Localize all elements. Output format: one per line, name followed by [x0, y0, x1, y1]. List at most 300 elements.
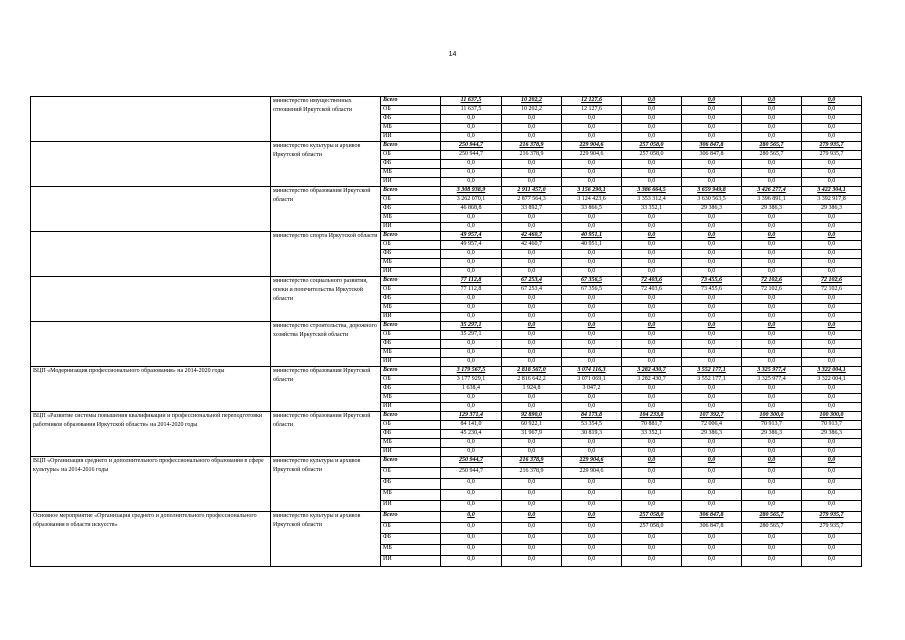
amount-cell: 0,0 — [802, 268, 862, 277]
amount-cell: 0,0 — [802, 340, 862, 349]
amount-cell: 0,0 — [502, 545, 562, 556]
amount-cell: 0,0 — [622, 313, 682, 322]
amount-cell: 100 300,0 — [742, 412, 802, 421]
amount-cell: 45 230,4 — [441, 430, 502, 439]
amount-cell: 257 058,0 — [622, 512, 682, 523]
amount-cell: 0,0 — [682, 295, 742, 304]
amount-cell: 0,0 — [502, 340, 562, 349]
table-row — [31, 187, 862, 196]
amount-cell: 129 371,4 — [441, 412, 502, 421]
amount-cell: 0,0 — [622, 468, 682, 479]
amount-cell: 0,0 — [622, 394, 682, 403]
amount-cell: 0,0 — [742, 214, 802, 223]
amount-cell: 280 565,7 — [742, 151, 802, 160]
amount-cell: 0,0 — [562, 534, 622, 545]
amount-cell: 257 058,0 — [622, 523, 682, 534]
responsible-executor-cell: министерство строительства, дорожного хозяйства Иркутской области — [271, 322, 381, 367]
amount-cell: 0,0 — [742, 106, 802, 115]
amount-cell: 0,0 — [622, 556, 682, 567]
amount-cell: 0,0 — [502, 304, 562, 313]
table-row — [31, 367, 862, 376]
amount-cell: 0,0 — [562, 331, 622, 340]
amount-cell: 0,0 — [441, 160, 502, 169]
amount-cell: 0,0 — [502, 439, 562, 448]
table-row — [31, 322, 862, 331]
amount-cell: 0,0 — [742, 457, 802, 468]
amount-cell: 0,0 — [502, 160, 562, 169]
amount-cell: 0,0 — [562, 268, 622, 277]
funding-source-cell: ФБ — [381, 534, 441, 545]
amount-cell: 0,0 — [441, 304, 502, 313]
funding-source-cell: Всего — [381, 97, 441, 106]
amount-cell: 0,0 — [562, 160, 622, 169]
amount-cell: 0,0 — [622, 340, 682, 349]
amount-cell: 0,0 — [562, 556, 622, 567]
table-row — [31, 97, 862, 106]
amount-cell: 0,0 — [622, 501, 682, 512]
amount-cell: 2 818 567,0 — [502, 367, 562, 376]
funding-source-cell: ОБ — [381, 106, 441, 115]
amount-cell: 0,0 — [682, 169, 742, 178]
amount-cell: 72 102,6 — [802, 286, 862, 295]
amount-cell: 0,0 — [562, 349, 622, 358]
amount-cell: 0,0 — [682, 115, 742, 124]
amount-cell: 107 392,7 — [682, 412, 742, 421]
amount-cell: 3 422 304,1 — [802, 187, 862, 196]
amount-cell: 250 944,7 — [441, 457, 502, 468]
amount-cell: 0,0 — [562, 214, 622, 223]
funding-source-cell: МБ — [381, 394, 441, 403]
amount-cell: 0,0 — [622, 223, 682, 232]
amount-cell: 0,0 — [622, 106, 682, 115]
amount-cell: 2 911 457,0 — [502, 187, 562, 196]
amount-cell: 0,0 — [622, 214, 682, 223]
amount-cell: 0,0 — [742, 133, 802, 142]
amount-cell: 0,0 — [622, 322, 682, 331]
funding-source-cell: ОБ — [381, 468, 441, 479]
amount-cell: 0,0 — [622, 304, 682, 313]
amount-cell: 0,0 — [562, 394, 622, 403]
funding-source-cell: ФБ — [381, 479, 441, 490]
amount-cell: 77 112,8 — [441, 277, 502, 286]
amount-cell: 0,0 — [682, 304, 742, 313]
responsible-executor-cell: министерство образования Иркутской области — [271, 412, 381, 457]
amount-cell: 0,0 — [441, 479, 502, 490]
amount-cell: 0,0 — [502, 534, 562, 545]
amount-cell: 0,0 — [562, 304, 622, 313]
amount-cell: 0,0 — [682, 457, 742, 468]
amount-cell: 31 967,9 — [502, 430, 562, 439]
amount-cell: 0,0 — [742, 534, 802, 545]
funding-source-cell: МБ — [381, 545, 441, 556]
amount-cell: 0,0 — [802, 304, 862, 313]
amount-cell: 0,0 — [502, 214, 562, 223]
amount-cell: 257 058,0 — [622, 151, 682, 160]
amount-cell: 280 565,7 — [742, 523, 802, 534]
amount-cell: 0,0 — [562, 403, 622, 412]
amount-cell: 0,0 — [742, 403, 802, 412]
table-row — [31, 142, 862, 151]
funding-source-cell: Всего — [381, 512, 441, 523]
amount-cell: 0,0 — [622, 448, 682, 457]
amount-cell: 0,0 — [441, 523, 502, 534]
funding-source-cell: ОБ — [381, 196, 441, 205]
program-name-cell: ВЦП «Развитие системы повышения квалификации и профессиональной переподготовки работников образования Иркутской области» на 2014-2020 годы — [31, 412, 271, 457]
amount-cell: 0,0 — [441, 259, 502, 268]
amount-cell: 0,0 — [682, 313, 742, 322]
amount-cell: 12 127,6 — [562, 97, 622, 106]
amount-cell: 35 297,1 — [441, 331, 502, 340]
amount-cell: 0,0 — [682, 545, 742, 556]
amount-cell: 46 868,8 — [441, 205, 502, 214]
amount-cell: 0,0 — [742, 490, 802, 501]
amount-cell: 250 944,7 — [441, 468, 502, 479]
amount-cell: 0,0 — [742, 340, 802, 349]
amount-cell: 0,0 — [502, 556, 562, 567]
amount-cell: 250 944,7 — [441, 151, 502, 160]
amount-cell: 0,0 — [441, 439, 502, 448]
amount-cell: 0,0 — [742, 439, 802, 448]
amount-cell: 3 282 430,7 — [622, 367, 682, 376]
program-name-cell — [31, 187, 271, 232]
amount-cell: 306 847,8 — [682, 523, 742, 534]
amount-cell: 60 922,1 — [502, 421, 562, 430]
responsible-executor-cell: министерство спорта Иркутской области — [271, 232, 381, 277]
amount-cell: 0,0 — [742, 448, 802, 457]
funding-source-cell: ОБ — [381, 523, 441, 534]
amount-cell: 49 957,4 — [441, 232, 502, 241]
amount-cell: 0,0 — [802, 232, 862, 241]
amount-cell: 3 282 430,7 — [622, 376, 682, 385]
funding-source-cell: Всего — [381, 187, 441, 196]
amount-cell: 33 352,1 — [622, 430, 682, 439]
amount-cell: 1 638,4 — [441, 385, 502, 394]
amount-cell: 92 890,0 — [502, 412, 562, 421]
funding-source-cell: Всего — [381, 457, 441, 468]
amount-cell: 0,0 — [742, 394, 802, 403]
amount-cell: 0,0 — [562, 115, 622, 124]
amount-cell: 67 253,4 — [502, 277, 562, 286]
amount-cell: 104 233,8 — [622, 412, 682, 421]
amount-cell: 0,0 — [682, 259, 742, 268]
funding-source-cell: ОБ — [381, 376, 441, 385]
amount-cell: 0,0 — [622, 124, 682, 133]
amount-cell: 279 935,7 — [802, 512, 862, 523]
amount-cell: 0,0 — [682, 394, 742, 403]
amount-cell: 84 141,0 — [441, 421, 502, 430]
amount-cell: 0,0 — [441, 223, 502, 232]
amount-cell: 0,0 — [622, 331, 682, 340]
amount-cell: 3 386 664,5 — [622, 187, 682, 196]
amount-cell: 0,0 — [622, 403, 682, 412]
amount-cell: 10 202,2 — [502, 106, 562, 115]
amount-cell: 11 637,5 — [441, 106, 502, 115]
amount-cell: 0,0 — [802, 490, 862, 501]
amount-cell: 0,0 — [622, 457, 682, 468]
amount-cell: 0,0 — [682, 223, 742, 232]
amount-cell: 0,0 — [742, 223, 802, 232]
amount-cell: 72 102,6 — [742, 286, 802, 295]
amount-cell: 29 386,3 — [742, 430, 802, 439]
amount-cell: 0,0 — [562, 340, 622, 349]
amount-cell: 67 253,4 — [502, 286, 562, 295]
amount-cell: 2 816 642,2 — [502, 376, 562, 385]
amount-cell: 0,0 — [562, 295, 622, 304]
amount-cell: 0,0 — [502, 523, 562, 534]
amount-cell: 0,0 — [742, 556, 802, 567]
funding-source-cell: ФБ — [381, 295, 441, 304]
amount-cell: 3 179 567,5 — [441, 367, 502, 376]
amount-cell: 0,0 — [502, 322, 562, 331]
amount-cell: 0,0 — [622, 133, 682, 142]
amount-cell: 0,0 — [502, 479, 562, 490]
amount-cell: 0,0 — [441, 534, 502, 545]
amount-cell: 70 913,7 — [802, 421, 862, 430]
amount-cell: 0,0 — [502, 259, 562, 268]
amount-cell: 0,0 — [742, 178, 802, 187]
amount-cell: 0,0 — [742, 169, 802, 178]
amount-cell: 0,0 — [441, 313, 502, 322]
amount-cell: 0,0 — [622, 97, 682, 106]
amount-cell: 29 386,3 — [802, 430, 862, 439]
amount-cell: 33 866,5 — [562, 205, 622, 214]
funding-table — [30, 96, 862, 567]
amount-cell: 0,0 — [682, 232, 742, 241]
amount-cell: 0,0 — [682, 358, 742, 367]
amount-cell: 0,0 — [441, 501, 502, 512]
amount-cell: 40 951,1 — [562, 232, 622, 241]
responsible-executor-cell: министерство культуры и архивов Иркутской области — [271, 457, 381, 512]
amount-cell: 72 403,6 — [622, 286, 682, 295]
amount-cell: 0,0 — [742, 259, 802, 268]
amount-cell: 0,0 — [502, 448, 562, 457]
amount-cell: 72 006,4 — [682, 421, 742, 430]
program-name-cell — [31, 277, 271, 322]
amount-cell: 229 904,6 — [562, 457, 622, 468]
funding-source-cell: ИИ — [381, 268, 441, 277]
amount-cell: 216 378,9 — [502, 468, 562, 479]
amount-cell: 40 951,1 — [562, 241, 622, 250]
funding-source-cell: ИИ — [381, 358, 441, 367]
amount-cell: 0,0 — [502, 313, 562, 322]
amount-cell: 0,0 — [562, 313, 622, 322]
amount-cell: 3 392 917,8 — [802, 196, 862, 205]
funding-source-cell: Всего — [381, 322, 441, 331]
amount-cell: 0,0 — [502, 169, 562, 178]
amount-cell: 3 325 977,4 — [742, 376, 802, 385]
amount-cell: 11 637,5 — [441, 97, 502, 106]
amount-cell: 0,0 — [622, 349, 682, 358]
funding-source-cell: ОБ — [381, 151, 441, 160]
amount-cell: 229 904,6 — [562, 151, 622, 160]
amount-cell: 0,0 — [802, 501, 862, 512]
amount-cell: 229 904,6 — [562, 468, 622, 479]
amount-cell: 3 426 277,4 — [742, 187, 802, 196]
amount-cell: 0,0 — [682, 385, 742, 394]
amount-cell: 0,0 — [441, 448, 502, 457]
funding-source-cell: Всего — [381, 142, 441, 151]
amount-cell: 3 325 977,4 — [742, 367, 802, 376]
amount-cell: 0,0 — [441, 115, 502, 124]
amount-cell: 3 308 938,9 — [441, 187, 502, 196]
amount-cell: 306 847,8 — [682, 142, 742, 151]
amount-cell: 3 047,2 — [562, 385, 622, 394]
amount-cell: 3 353 312,4 — [622, 196, 682, 205]
funding-source-cell: ФБ — [381, 250, 441, 259]
amount-cell: 0,0 — [742, 268, 802, 277]
amount-cell: 0,0 — [742, 358, 802, 367]
funding-source-cell: МБ — [381, 169, 441, 178]
amount-cell: 0,0 — [802, 313, 862, 322]
amount-cell: 3 071 069,1 — [562, 376, 622, 385]
amount-cell: 0,0 — [622, 169, 682, 178]
amount-cell: 216 378,9 — [502, 151, 562, 160]
amount-cell: 0,0 — [682, 106, 742, 115]
amount-cell: 0,0 — [802, 160, 862, 169]
amount-cell: 0,0 — [622, 259, 682, 268]
amount-cell: 0,0 — [802, 479, 862, 490]
funding-source-cell: ИИ — [381, 448, 441, 457]
amount-cell: 0,0 — [562, 479, 622, 490]
responsible-executor-cell: министерство имущественных отношений Иркутской области — [271, 97, 381, 142]
amount-cell: 0,0 — [562, 501, 622, 512]
amount-cell: 0,0 — [802, 322, 862, 331]
amount-cell: 0,0 — [502, 512, 562, 523]
amount-cell: 84 173,8 — [562, 412, 622, 421]
funding-source-cell: МБ — [381, 439, 441, 448]
amount-cell: 0,0 — [682, 501, 742, 512]
amount-cell: 3 262 070,1 — [441, 196, 502, 205]
program-name-cell — [31, 232, 271, 277]
amount-cell: 0,0 — [802, 259, 862, 268]
amount-cell: 0,0 — [622, 115, 682, 124]
amount-cell: 0,0 — [622, 479, 682, 490]
amount-cell: 0,0 — [562, 223, 622, 232]
amount-cell: 0,0 — [802, 97, 862, 106]
funding-source-cell: МБ — [381, 259, 441, 268]
amount-cell: 0,0 — [441, 133, 502, 142]
funding-source-cell: ОБ — [381, 331, 441, 340]
amount-cell: 0,0 — [562, 259, 622, 268]
amount-cell: 0,0 — [682, 340, 742, 349]
amount-cell: 0,0 — [622, 385, 682, 394]
program-name-cell: ВЦП «Организация среднего и дополнительного профессионального образования в сфере культуры» на 2014-2016 годы — [31, 457, 271, 512]
funding-source-cell: ИИ — [381, 133, 441, 142]
amount-cell: 0,0 — [682, 214, 742, 223]
responsible-executor-cell: министерство культуры и архивов Иркутской области — [271, 512, 381, 567]
amount-cell: 0,0 — [562, 448, 622, 457]
amount-cell: 0,0 — [802, 439, 862, 448]
amount-cell: 0,0 — [742, 468, 802, 479]
amount-cell: 10 202,2 — [502, 97, 562, 106]
amount-cell: 0,0 — [622, 439, 682, 448]
amount-cell: 0,0 — [682, 124, 742, 133]
amount-cell: 279 935,7 — [802, 523, 862, 534]
amount-cell: 0,0 — [502, 490, 562, 501]
amount-cell: 0,0 — [562, 322, 622, 331]
amount-cell: 0,0 — [441, 178, 502, 187]
amount-cell: 3 396 891,1 — [742, 196, 802, 205]
amount-cell: 0,0 — [682, 322, 742, 331]
amount-cell: 0,0 — [682, 349, 742, 358]
table-row — [31, 232, 862, 241]
amount-cell: 0,0 — [802, 124, 862, 133]
amount-cell: 0,0 — [682, 403, 742, 412]
amount-cell: 0,0 — [502, 115, 562, 124]
amount-cell: 0,0 — [742, 313, 802, 322]
funding-source-cell: ИИ — [381, 501, 441, 512]
amount-cell: 0,0 — [682, 97, 742, 106]
amount-cell: 53 354,5 — [562, 421, 622, 430]
amount-cell: 279 935,7 — [802, 142, 862, 151]
page-number: 14 — [448, 51, 457, 58]
amount-cell: 0,0 — [802, 295, 862, 304]
amount-cell: 0,0 — [802, 178, 862, 187]
amount-cell: 0,0 — [562, 523, 622, 534]
amount-cell: 0,0 — [682, 160, 742, 169]
amount-cell: 0,0 — [441, 124, 502, 133]
amount-cell: 0,0 — [562, 133, 622, 142]
funding-source-cell: МБ — [381, 304, 441, 313]
amount-cell: 29 386,3 — [802, 205, 862, 214]
amount-cell: 0,0 — [682, 448, 742, 457]
table-body — [31, 97, 862, 567]
amount-cell: 0,0 — [502, 358, 562, 367]
amount-cell: 33 892,7 — [502, 205, 562, 214]
amount-cell: 0,0 — [502, 394, 562, 403]
program-name-cell — [31, 97, 271, 142]
table-row — [31, 512, 862, 523]
amount-cell: 3 124 423,6 — [562, 196, 622, 205]
funding-source-cell: ИИ — [381, 556, 441, 567]
funding-source-cell: МБ — [381, 214, 441, 223]
amount-cell: 3 322 004,1 — [802, 376, 862, 385]
funding-source-cell: ФБ — [381, 205, 441, 214]
amount-cell: 3 177 929,1 — [441, 376, 502, 385]
amount-cell: 72 102,6 — [742, 277, 802, 286]
funding-source-cell: ФБ — [381, 385, 441, 394]
amount-cell: 0,0 — [562, 439, 622, 448]
amount-cell: 30 819,3 — [562, 430, 622, 439]
amount-cell: 0,0 — [802, 385, 862, 394]
amount-cell: 0,0 — [742, 322, 802, 331]
amount-cell: 0,0 — [742, 160, 802, 169]
amount-cell: 0,0 — [682, 133, 742, 142]
funding-source-cell: МБ — [381, 349, 441, 358]
amount-cell: 77 112,8 — [441, 286, 502, 295]
amount-cell: 72 403,6 — [622, 277, 682, 286]
amount-cell: 42 460,7 — [502, 241, 562, 250]
amount-cell: 0,0 — [802, 534, 862, 545]
funding-source-cell: ОБ — [381, 241, 441, 250]
amount-cell: 0,0 — [441, 295, 502, 304]
amount-cell: 1 924,8 — [502, 385, 562, 394]
amount-cell: 216 378,9 — [502, 457, 562, 468]
amount-cell: 0,0 — [682, 268, 742, 277]
amount-cell: 3 630 563,5 — [682, 196, 742, 205]
amount-cell: 67 356,5 — [562, 286, 622, 295]
amount-cell: 280 565,7 — [742, 512, 802, 523]
amount-cell: 0,0 — [802, 545, 862, 556]
amount-cell: 29 386,3 — [682, 430, 742, 439]
amount-cell: 0,0 — [622, 358, 682, 367]
amount-cell: 0,0 — [622, 241, 682, 250]
amount-cell: 0,0 — [802, 106, 862, 115]
amount-cell: 73 455,6 — [682, 286, 742, 295]
program-name-cell — [31, 322, 271, 367]
amount-cell: 73 455,6 — [682, 277, 742, 286]
amount-cell: 0,0 — [622, 268, 682, 277]
